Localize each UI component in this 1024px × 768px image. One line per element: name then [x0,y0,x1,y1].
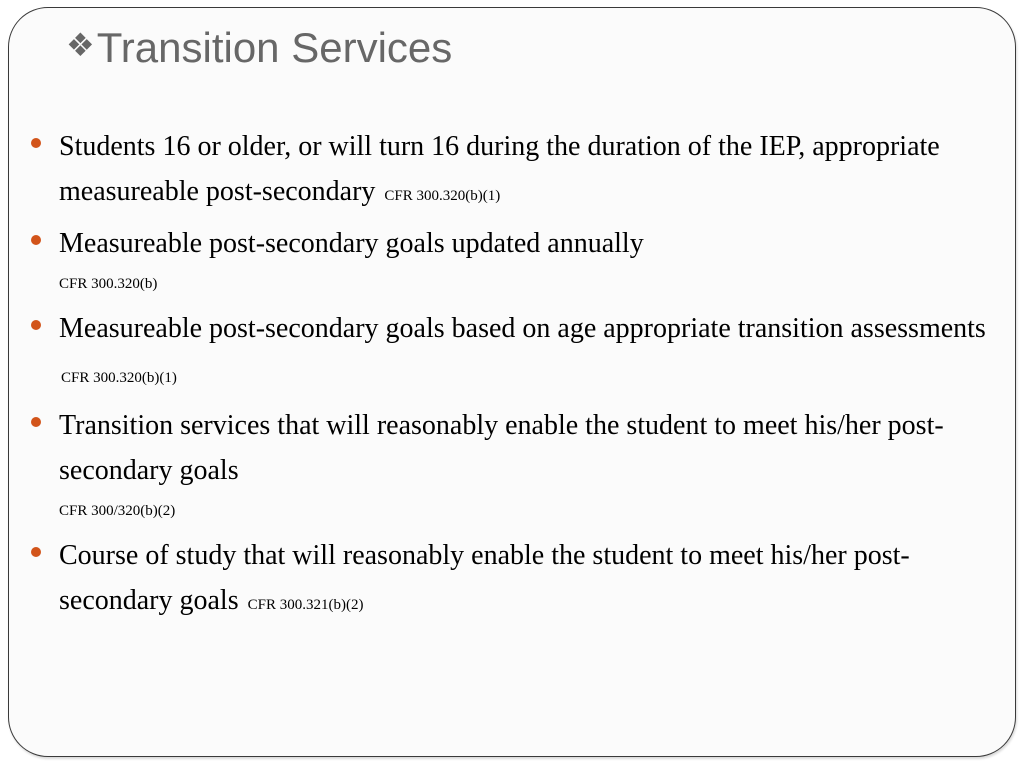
list-item-text: Course of study that will reasonably enable the student to meet his/her post-secondary goals [59,540,910,616]
slide-title-text: Transition Services [96,24,453,71]
bullet-dot-icon [31,547,41,557]
diamond-bullet-icon: ❖ [66,27,95,63]
list-item-text: Measureable post-secondary goals updated annually [59,228,644,259]
list-item [30,403,1000,531]
list-item-citation: CFR 300.321(b)(2) [247,597,364,613]
list-item-citation: CFR 300.320(b)(1) [61,370,177,386]
list-item-text: Measureable post-secondary goals based on age appropriate transition assessments [59,313,986,344]
bullet-dot-icon [31,417,41,427]
list-item-text: Transition services that will reasonably enable the student to meet his/her post-secondary goals [59,410,944,486]
list-item-citation: CFR 300/320(b)(2) [59,503,176,519]
list-item [30,221,1000,304]
bullet-dot-icon [31,138,41,148]
list-item [30,124,1000,219]
list-item-text: Students 16 or older, or will turn 16 during the duration of the IEP, appropriate measureable post-secondary [59,131,940,207]
list-item-citation: CFR 300.320(b)(1) [384,188,501,204]
list-item [30,533,1000,628]
slide-title [66,18,452,75]
list-item [30,306,1000,401]
bullet-list [30,124,1000,630]
bullet-dot-icon [31,320,41,330]
bullet-dot-icon [31,235,41,245]
list-item-citation: CFR 300.320(b) [59,276,158,292]
